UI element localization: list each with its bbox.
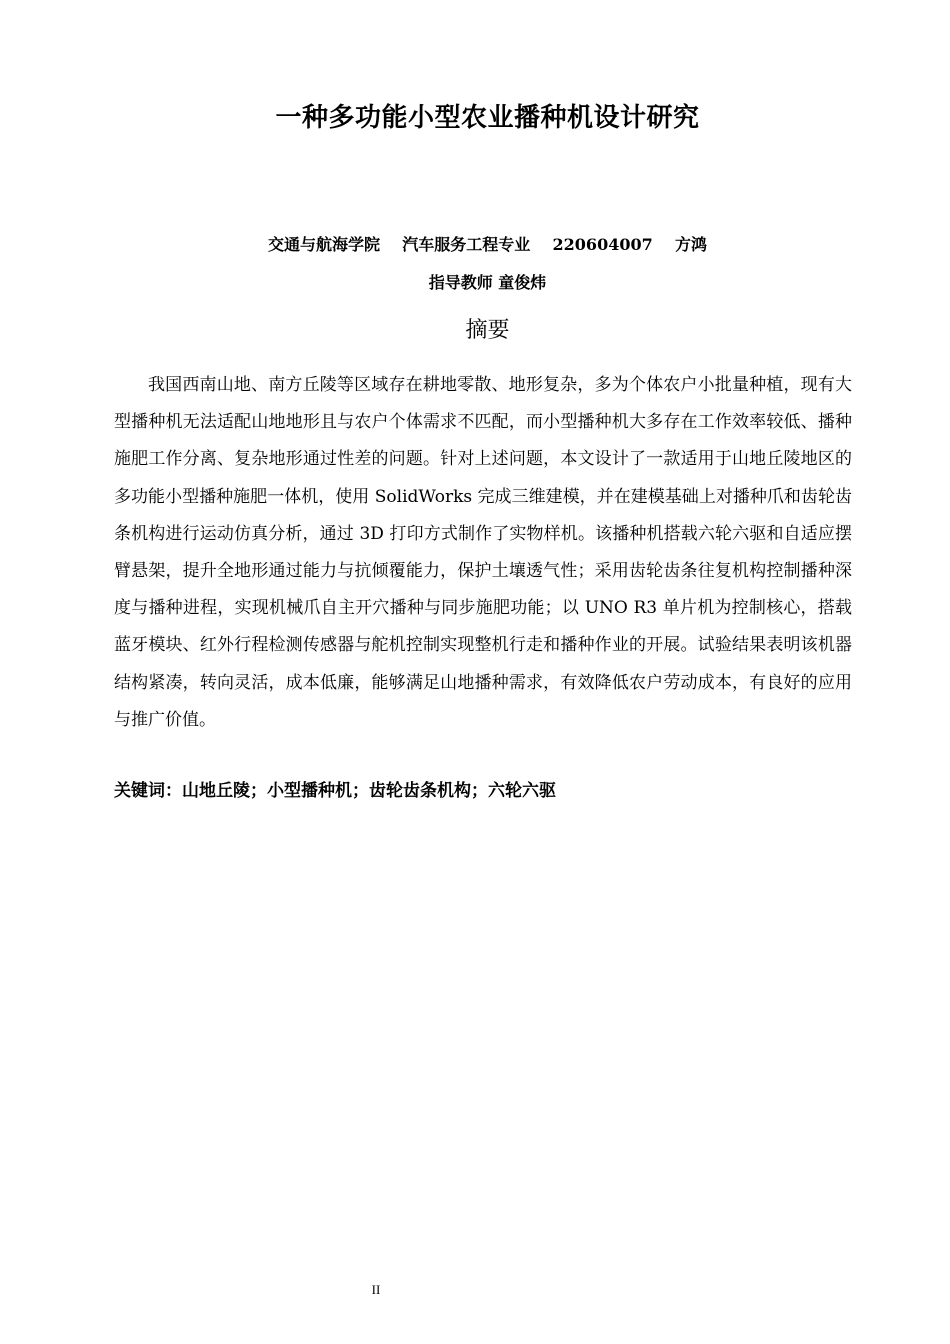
abstract-heading: 摘要: [465, 318, 510, 343]
advisor-info: 指导教师 童俊炜: [428, 273, 547, 292]
abstract-body: 我国西南山地、南方丘陵等区域存在耕地零散、地形复杂，多为个体农户小批量种植，现有大型播种机无法适配山地地形且与农户个体需求不匹配，而小型播种机大多存在工作效率较低、播种施肥工作分离、复杂地形通过性差的问题。针对上述问题，本文设计了一款适用于山地丘陵地区的多功能小型播种施肥一体机，使用 SolidWorks 完成三维建模，并在建模基础上对播种爪和齿轮齿条机构进行运动仿真分析，通过 3D 打印方式制作了实物样机。该播种机搭载六轮六驱和自适应摆臂悬架，提升全地形通过能力与抗倾覆能力，保护土壤透气性；采用齿轮齿条往复机构控制播种深度与播种进程，实现机械爪自主开穴播种与同步施肥功能；以 UNO R3 单片机为控制核心，搭载蓝牙模块、红外行程检测传感器与舵机控制实现整机行走和播种作业的开展。试验结果表明该机器结构紧凑，转向灵活，成本低廉，能够满足山地播种需求，有效降低农户劳动成本，有良好的应用与推广价值。: [114, 375, 852, 730]
page-number: II: [371, 1282, 381, 1297]
author-info: 交通与航海学院 汽车服务工程专业 220604007 方鸿: [267, 235, 708, 254]
keywords: 关键词：山地丘陵；小型播种机；齿轮齿条机构；六轮六驱: [114, 781, 556, 801]
paper-title: 一种多功能小型农业播种机设计研究: [275, 103, 700, 133]
